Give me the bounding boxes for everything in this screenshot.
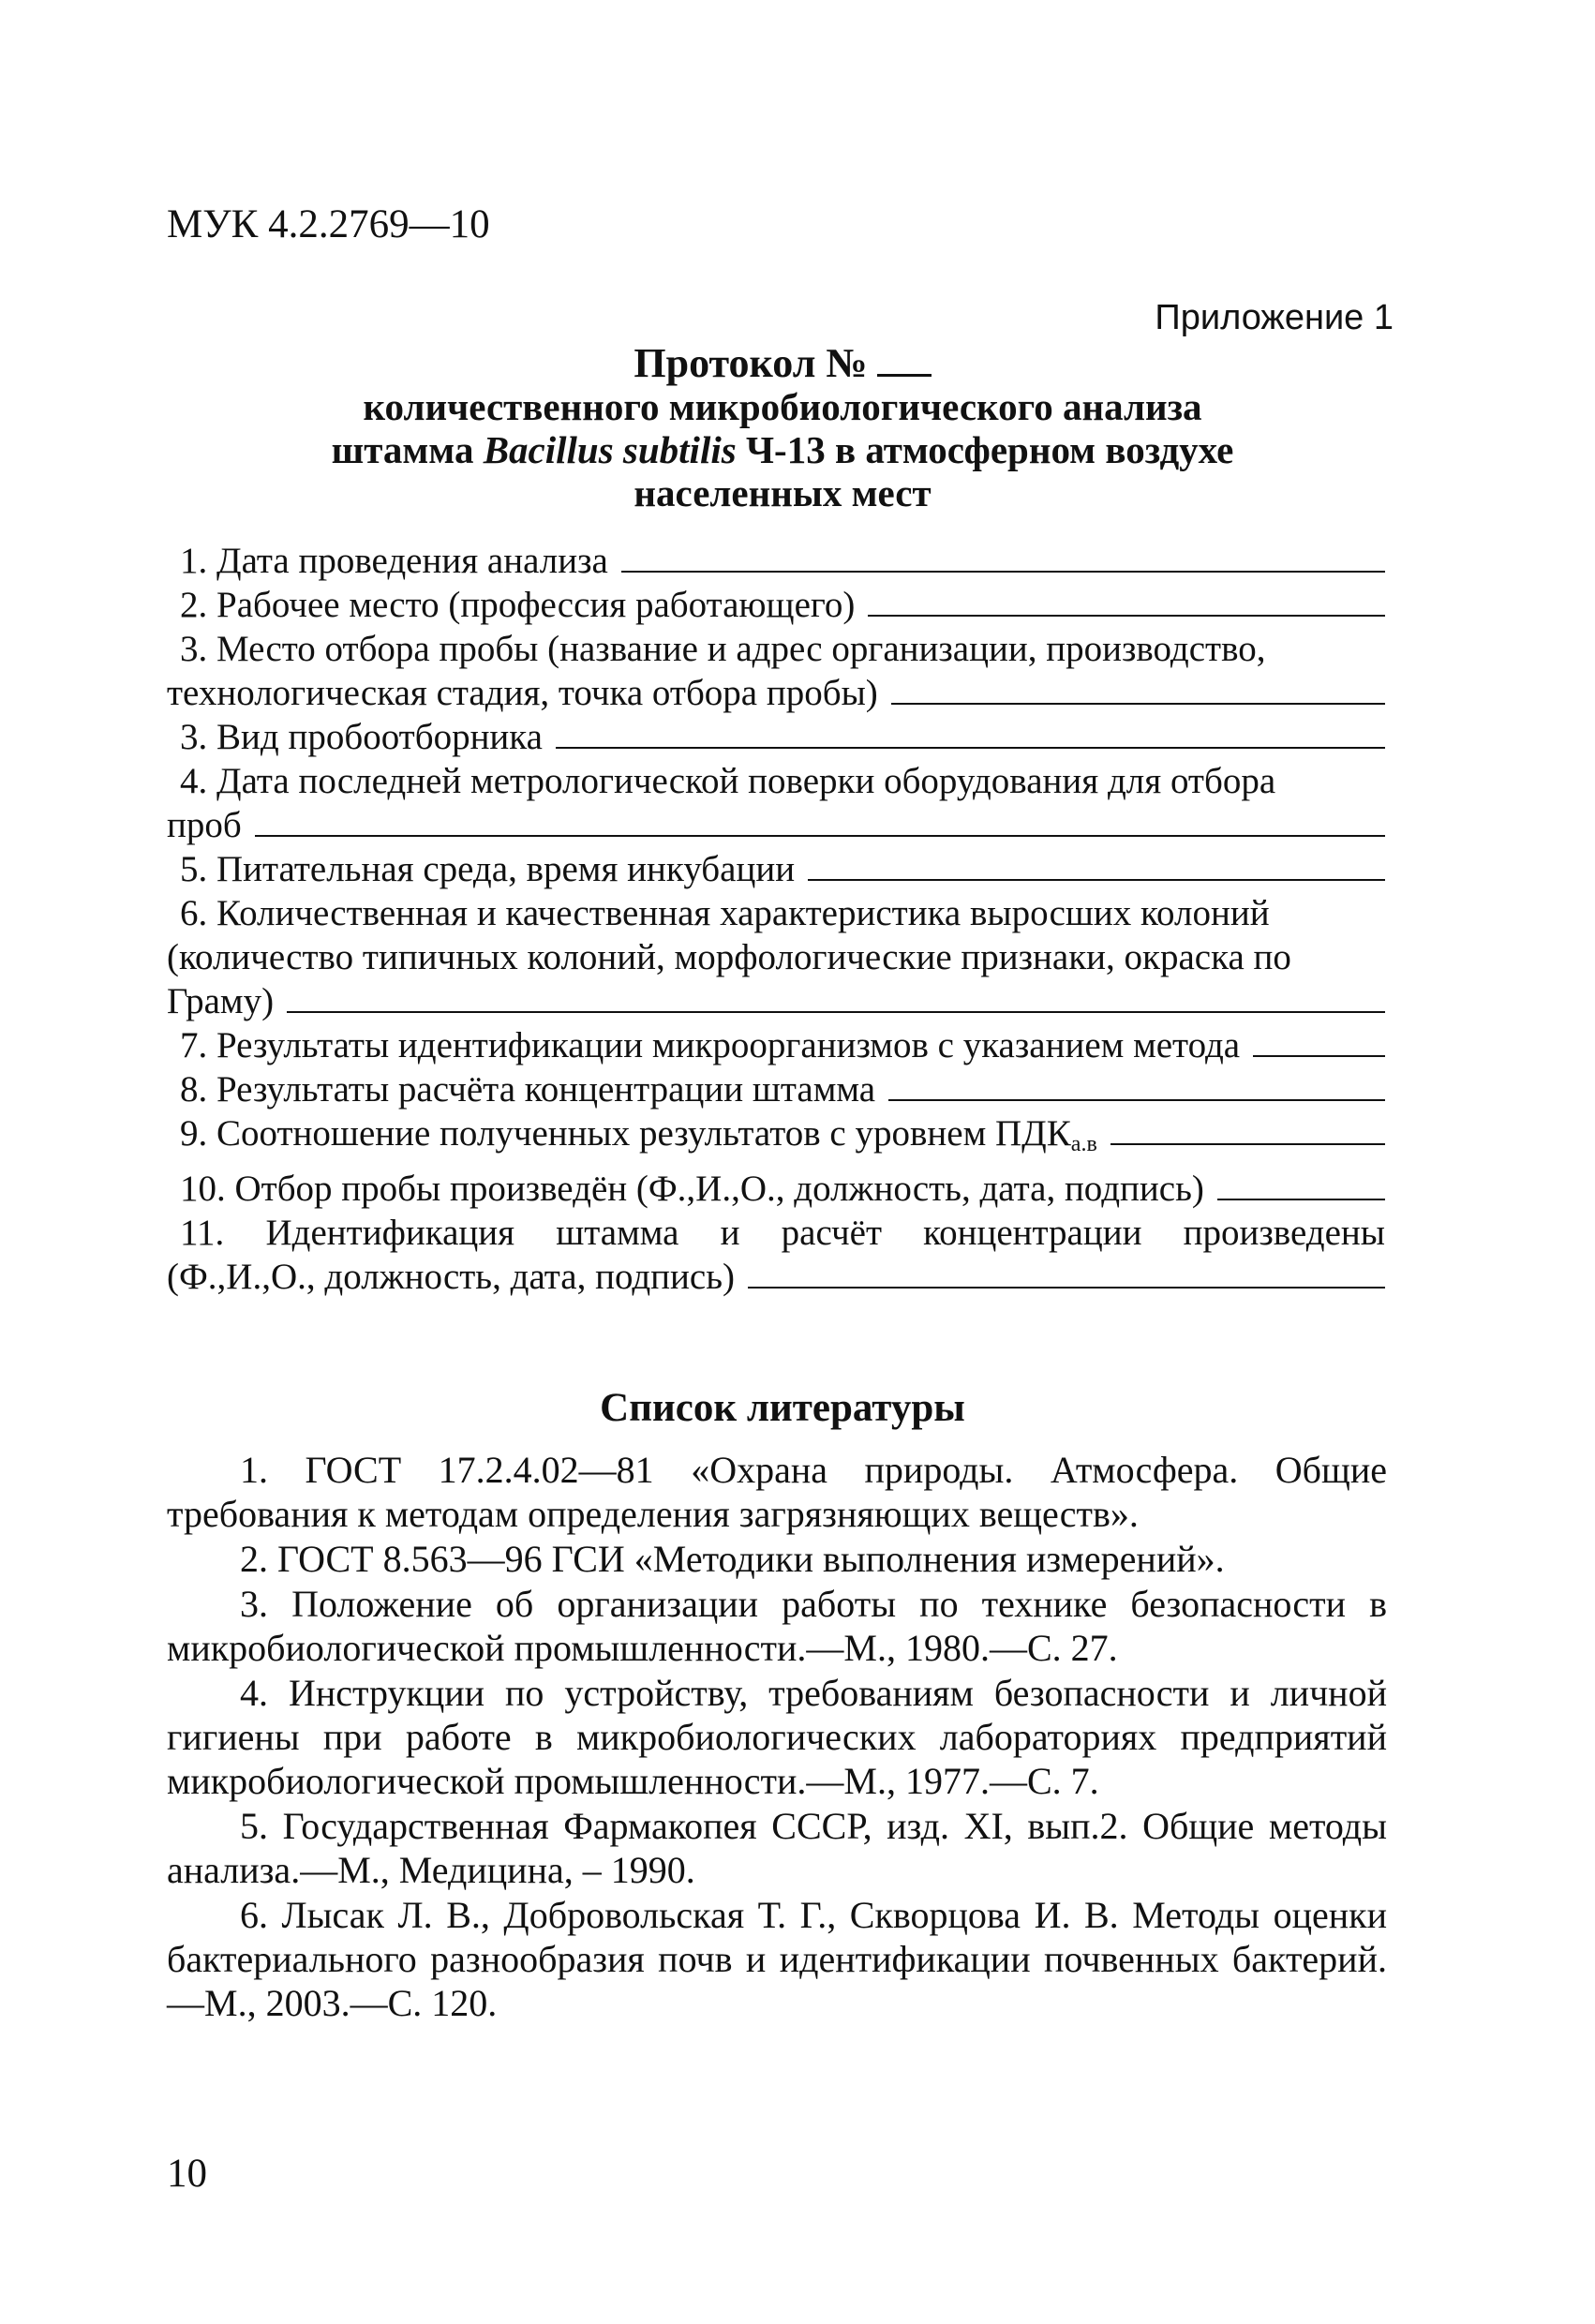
form-item-1: [167, 539, 1385, 583]
form-item-9-text: 9. Соотношение полученных результатов с уровнем ПДК: [180, 1113, 1071, 1154]
title-protocol-word: Протокол №: [634, 340, 868, 386]
reference-item: 3. Положение об организации работы по технике безопасности в микробиологической промышленности.—М., 1980.—С. 27.: [167, 1583, 1387, 1669]
literature-heading: Список литературы: [600, 1386, 965, 1430]
form-item-7-label: 7. Результаты идентификации микроорганизмов с указанием метода: [180, 1025, 1241, 1065]
form-item-11: [167, 1255, 1385, 1299]
form-item-9-field[interactable]: [1111, 1114, 1385, 1145]
form-item-5-label: 5. Питательная среда, время инкубации: [180, 849, 796, 889]
title-line-1: [159, 342, 1406, 385]
form-item-9-label: [180, 1111, 1097, 1167]
form-item-4: [167, 803, 1385, 847]
form-item-6-field[interactable]: [287, 982, 1385, 1013]
form-item-2-label: 2. Рабочее место (профессия работающего): [180, 585, 856, 625]
document-code: МУК 4.2.2769—10: [167, 202, 490, 246]
reference-item: 2. ГОСТ 8.563—96 ГСИ «Методики выполнения измерений».: [240, 1538, 1225, 1580]
form-item-3-line-1: 3. Место отбора пробы (название и адрес организации, производство,: [180, 629, 1266, 669]
form-item-8-field[interactable]: [888, 1070, 1385, 1101]
form-item-6-line-2: (количество типичных колоний, морфологические признаки, окраска по: [167, 937, 1291, 977]
form-item-11-line-1: 11. Идентификация штамма и расчёт концентрации произведены: [180, 1213, 1385, 1253]
form-item-3: [167, 671, 1385, 715]
form-item-8-label: 8. Результаты расчёта концентрации штамма: [180, 1069, 876, 1110]
form-item-11-field[interactable]: [748, 1258, 1385, 1289]
reference-item: 4. Инструкции по устройству, требованиям безопасности и личной гигиены при работе в микробиологических лабораториях предприятий микробиологической промышленности.—М., 1977.—С. 7.: [167, 1672, 1387, 1802]
appendix-label: Приложение 1: [1155, 298, 1394, 337]
title-species: Bacillus subtilis: [483, 428, 737, 471]
title-line-2: количественного микробиологического анализа: [363, 385, 1202, 428]
form-item-4-label: проб: [167, 805, 242, 845]
title-strain-suffix: Ч-13 в атмосферном воздухе: [736, 428, 1234, 471]
page-number: 10: [167, 2152, 207, 2196]
form-item-5: [167, 847, 1385, 891]
form-item-3b-field[interactable]: [556, 718, 1385, 749]
reference-item: 1. ГОСТ 17.2.4.02—81 «Охрана природы. Атмосфера. Общие требования к методам определения загрязняющих веществ».: [167, 1449, 1387, 1535]
form-item-10: [167, 1167, 1385, 1211]
title-line-4: населенных мест: [634, 471, 932, 514]
protocol-form: [167, 539, 1385, 1299]
form-item-6-label: Граму): [167, 981, 275, 1021]
form-item-3b: [167, 715, 1385, 759]
form-item-2: [167, 583, 1385, 627]
form-item-5-field[interactable]: [808, 850, 1385, 881]
form-item-7: [167, 1023, 1385, 1067]
form-item-3b-label: 3. Вид пробоотборника: [180, 717, 543, 757]
form-item-9: [167, 1111, 1385, 1167]
reference-item: 5. Государственная Фармакопея СССР, изд. XI, вып.2. Общие методы анализа.—М., Медицина, – 1990.: [167, 1805, 1387, 1891]
form-item-10-field[interactable]: [1217, 1169, 1385, 1200]
form-item-7-field[interactable]: [1253, 1026, 1385, 1057]
form-item-2-field[interactable]: [868, 586, 1385, 617]
form-item-3-label: технологическая стадия, точка отбора пробы): [167, 673, 878, 713]
form-item-10-label: 10. Отбор пробы произведён (Ф.,И.,О., должность, дата, подпись): [180, 1169, 1204, 1209]
form-item-1-field[interactable]: [621, 542, 1385, 573]
protocol-number-blank[interactable]: [877, 344, 932, 377]
form-item-8: [167, 1067, 1385, 1111]
form-item-11-label: (Ф.,И.,О., должность, дата, подпись): [167, 1257, 735, 1297]
title-line-3: [159, 428, 1406, 471]
form-item-4-line-1: 4. Дата последней метрологической поверки оборудования для отбора: [180, 761, 1276, 801]
title-strain-prefix: штамма: [331, 428, 484, 471]
pdk-subscript: а.в: [1070, 1132, 1097, 1156]
reference-item: 6. Лысак Л. В., Добровольская Т. Г., Скворцова И. В. Методы оценки бактериального разнообразия почв и идентификации почвенных бактерий.—М., 2003.—С. 120.: [167, 1894, 1387, 2024]
protocol-title: [159, 342, 1406, 514]
form-item-6-line-1: 6. Количественная и качественная характеристика выросших колоний: [180, 893, 1270, 933]
form-item-1-label: 1. Дата проведения анализа: [180, 541, 608, 581]
form-item-4-field[interactable]: [255, 806, 1385, 837]
literature-list: [167, 1448, 1387, 2026]
form-item-3-field[interactable]: [891, 674, 1385, 705]
form-item-6: [167, 979, 1385, 1023]
